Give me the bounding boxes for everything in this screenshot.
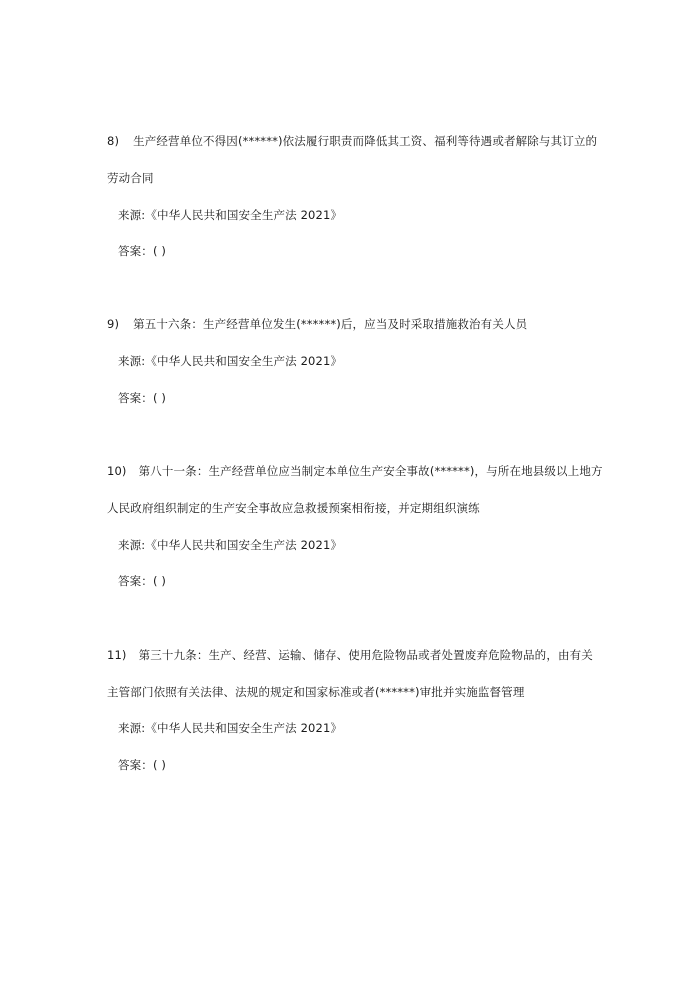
question-text-line-1 [107, 316, 527, 332]
question-text-line-1 [107, 647, 593, 663]
question-number: 8) [107, 134, 120, 148]
question-text: 第八十一条：生产经营单位应当制定本单位生产安全事故(******)，与所在地县级以上地方 [138, 464, 603, 478]
question-number: 10) [107, 464, 127, 478]
question-text: 第三十九条：生产、经营、运输、储存、使用危险物品或者处置废弃危险物品的，由有关 [138, 648, 593, 662]
question-text-line-2: 劳动合同 [107, 171, 154, 185]
question-text-line-1 [107, 463, 603, 479]
answer-field: 答案：( ) [118, 391, 167, 405]
question-source: 来源:《中华人民共和国安全生产法 2021》 [118, 208, 343, 222]
question-text-line-2: 人民政府组织制定的生产安全事故应急救援预案相衔接，并定期组织演练 [107, 501, 480, 515]
question-number: 9) [107, 317, 120, 331]
question-text: 第五十六条：生产经营单位发生(******)后，应当及时采取措施救治有关人员 [133, 317, 528, 331]
question-source: 来源:《中华人民共和国安全生产法 2021》 [118, 354, 343, 368]
question-text: 生产经营单位不得因(******)依法履行职责而降低其工资、福利等待遇或者解除与其订立的 [133, 134, 598, 148]
question-number: 11) [107, 648, 127, 662]
answer-field: 答案：( ) [118, 758, 167, 772]
question-source: 来源:《中华人民共和国安全生产法 2021》 [118, 721, 343, 735]
question-text-line-2: 主管部门依照有关法律、法规的规定和国家标准或者(******)审批并实施监督管理 [107, 685, 525, 699]
question-source: 来源:《中华人民共和国安全生产法 2021》 [118, 538, 343, 552]
question-text-line-1 [107, 133, 597, 149]
answer-field: 答案：( ) [118, 244, 167, 258]
answer-field: 答案：( ) [118, 574, 167, 588]
